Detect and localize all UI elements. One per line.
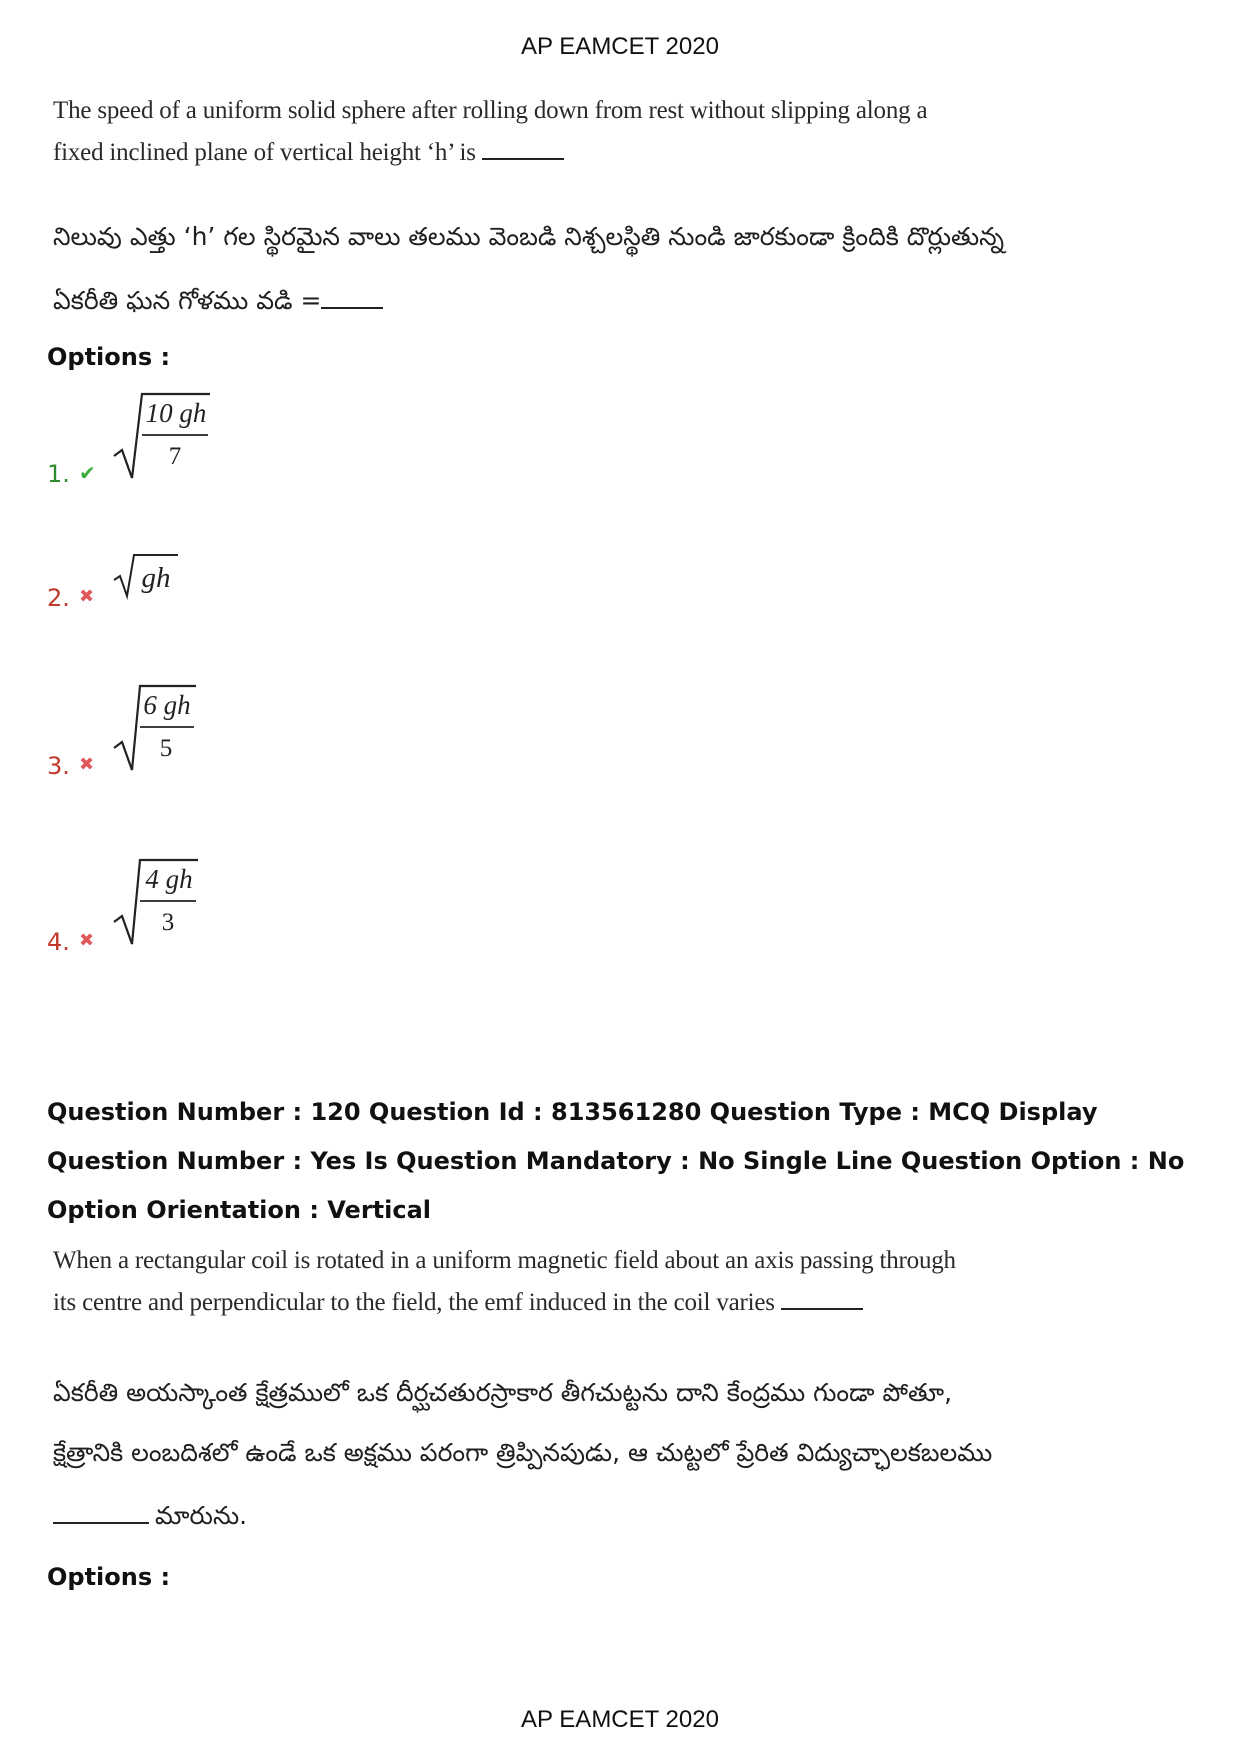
q1-english-line-2-text: fixed inclined plane of vertical height ‘h’ is	[53, 139, 476, 166]
check-icon: ✔	[79, 461, 96, 485]
q2-english-text	[53, 1240, 973, 1324]
option-3-denominator: 5	[159, 735, 173, 762]
q2-telugu-line-1: ఏకరీతి అయస్కాంత క్షేత్రములో ఒక దీర్ఘచతురస్రాకార తీగచుట్టను దాని కేంద్రము గుండా పోతూ,	[53, 1378, 953, 1407]
q1-english-line-1: The speed of a uniform solid sphere after rolling down from rest without slipping along a	[53, 97, 928, 124]
q1-answer-blank	[482, 134, 564, 160]
q1-telugu-line-2-text: ఏకరీతి ఘన గోళము వడి =	[53, 286, 322, 315]
q2-telugu-answer-blank	[53, 1498, 149, 1524]
option-4-formula	[112, 852, 202, 952]
option-2-value: gh	[141, 562, 171, 594]
option-1-numerator: 10 gh	[145, 398, 207, 428]
cross-icon: ✖	[79, 930, 95, 951]
q1-telugu-answer-blank	[321, 283, 383, 309]
q1-telugu-line-2	[53, 283, 383, 322]
q2-english-line-2	[53, 1282, 973, 1324]
option-4-numerator: 4 gh	[145, 864, 193, 894]
option-2-number: 2.	[47, 584, 70, 612]
page-header: AP EAMCET 2020	[521, 33, 719, 60]
q1-options-label: Options :	[47, 343, 171, 371]
option-1-number: 1.	[47, 460, 70, 488]
page-footer: AP EAMCET 2020	[521, 1706, 719, 1733]
q2-options-label: Options :	[47, 1563, 171, 1591]
option-1-formula	[112, 386, 212, 486]
q2-english-line-1: When a rectangular coil is rotated in a uniform magnetic field about an axis passing through	[53, 1247, 956, 1274]
option-3-number: 3.	[47, 752, 70, 780]
q2-telugu-line-3-text: మారును.	[155, 1501, 248, 1530]
q2-telugu-line-2: క్షేత్రానికి లంబదిశలో ఉండే ఒక అక్షము పరంగా త్రిప్పినపుడు, ఆ చుట్టలో ప్రేరిత విద్యుచ్ఛాలకబలము	[53, 1438, 993, 1467]
option-1-denominator: 7	[168, 443, 182, 470]
q1-english-text	[53, 90, 953, 174]
q2-answer-blank	[781, 1284, 863, 1310]
q2-telugu-line-3	[53, 1498, 247, 1537]
cross-icon: ✖	[79, 586, 95, 607]
q2-english-line-2-text: its centre and perpendicular to the field, the emf induced in the coil varies	[53, 1289, 775, 1316]
option-4-number: 4.	[47, 928, 70, 956]
q2-meta: Question Number : 120 Question Id : 813561280 Question Type : MCQ Display Question Number : Yes Is Question Mandatory : No Single Line Question Option : No Option Orientation : Vertical	[47, 1098, 1185, 1224]
q1-english-line-2	[53, 132, 953, 174]
option-2-formula	[112, 552, 182, 602]
option-4-denominator: 3	[161, 909, 175, 936]
cross-icon: ✖	[79, 754, 95, 775]
q1-telugu-line-1: నిలువు ఎత్తు ‘h’ గల స్థిరమైన వాలు తలము వెంబడి నిశ్చలస్థితి నుండి జారకుండా క్రిందికి దొర్లుతున్న	[53, 222, 1005, 251]
option-3-formula	[112, 678, 202, 778]
option-3-numerator: 6 gh	[143, 690, 191, 720]
